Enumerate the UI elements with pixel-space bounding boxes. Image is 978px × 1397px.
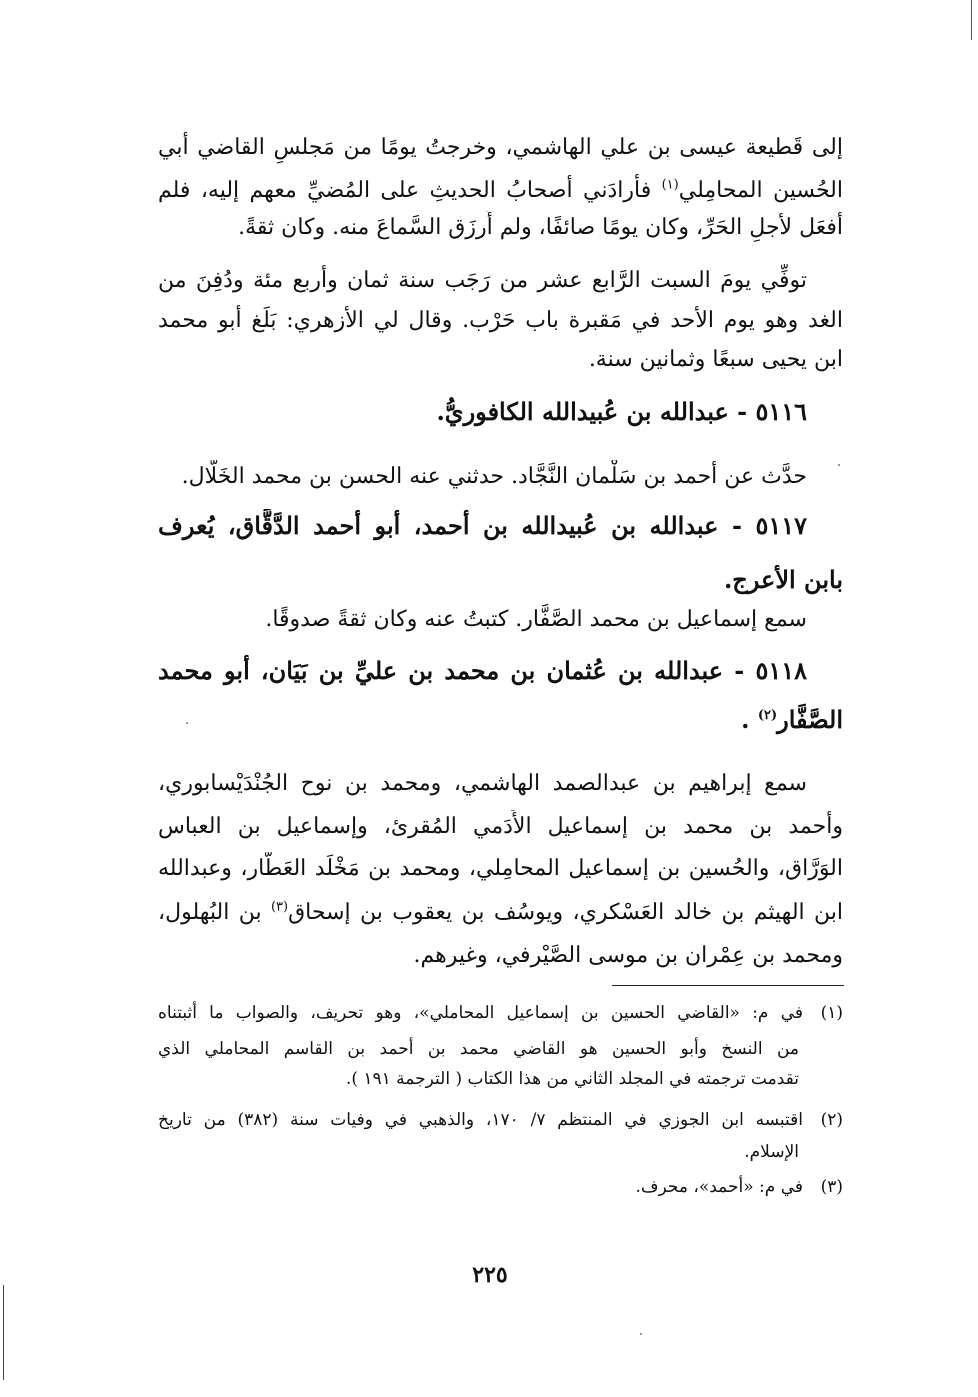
footnote-1-line2: من النسخ وأبو الحسين هو القاضي محمد بن أحمد بن القاسم المحاملي الذي: [158, 1039, 799, 1059]
footnote-2-line1: [158, 1107, 843, 1133]
entry-5118-body-line1: سمع إبراهيم بن عبدالصمد الهاشمي، ومحمد بن نوح الجُنْدَيْسابوري،: [158, 771, 807, 796]
entry-5118-body-line2: وأحمد بن محمد بن إسماعيل الأَدَمي المُقرئ، وإسماعيل بن العباس: [158, 814, 843, 839]
entry-5116-heading: ٥١١٦ - عبدالله بن عُبيدالله الكافوريُّ.: [436, 397, 807, 426]
footnote-2-number: (٢): [820, 1110, 843, 1130]
entry-5118-body-line4-text-b: بن البُهلول،: [158, 900, 271, 925]
entry-5116-body: حدَّث عن أحمد بن سَلْمان النَّجَّاد. حدثني عنه الحسن بن محمد الخَلَّال.: [181, 464, 807, 489]
footnote-3-line1: [158, 1174, 843, 1200]
scan-speck: [640, 1333, 642, 1335]
paragraph1-line2-text-a: الحُسين المحامِلي: [678, 178, 843, 203]
paragraph2-line2: الغد وهو يوم الأحد في مَقبرة باب حَرْب. وقال لي الأزهري: بَلَغ أبو محمد: [158, 308, 843, 333]
footnote-marker-3: (٣): [270, 899, 289, 915]
entry-5118-heading-line2-text: الصَّفَّار: [777, 705, 843, 734]
footnote-2-text: اقتبسه ابن الجوزي في المنتظم ٧/ ١٧٠، والذهبي في وفيات سنة (٣٨٢) من تاريخ: [158, 1110, 804, 1130]
entry-5118-heading-line1: ٥١١٨ - عبدالله بن عُثمان بن محمد بن عليِّ بن بَيَان، أبو محمد: [158, 656, 807, 685]
footnote-3-text: في م: «أحمد»، محرف.: [635, 1177, 803, 1197]
footnote-1-text: في م: «القاضي الحسين بن إسماعيل المحاملي»، وهو تحريف، والصواب ما أثبتناه: [158, 1003, 803, 1023]
footnote-separator: [612, 985, 844, 986]
paragraph2-line3: ابن يحيى سبعًا وثمانين سنة.: [588, 347, 843, 372]
entry-5118-body-line5: ومحمد بن عِمْران بن موسى الصَّيْرفي، وغيرهم.: [413, 943, 843, 968]
footnote-1-line3: تقدمت ترجمته في المجلد الثاني من هذا الكتاب ( الترجمة ١٩١ ).: [345, 1069, 799, 1089]
entry-5118-body-line4: [158, 896, 843, 930]
entry-5118-heading-line2: [158, 703, 843, 737]
entry-5117-heading-line2: بابن الأعرج.: [723, 565, 843, 594]
footnote-1-line1: [158, 1000, 843, 1026]
paragraph1-line2: [158, 174, 843, 208]
paragraph2-line1: توفِّي يومَ السبت الرَّابع عشر من رَجَب سنة ثمان وأربع مئة ودُفِنَ من: [158, 268, 807, 293]
entry-5117-heading-line1: ٥١١٧ - عبدالله بن عُبيدالله بن أحمد، أبو أحمد الدَّقَّاق، يُعرف: [158, 511, 807, 540]
entry-5117-body: سمع إسماعيل بن محمد الصَّفَّار. كتبتُ عنه وكان ثقةً صدوقًا.: [265, 607, 807, 632]
scan-edge-mark-top: [971, 0, 972, 40]
entry-5118-body-line4-text-a: ابن الهيثم بن خالد العَسْكري، ويوسُف بن يعقوب بن إسحاق: [288, 900, 843, 925]
footnote-2-line2: الإسلام.: [744, 1142, 799, 1162]
paragraph1-line3: أفعَل لأجلِ الحَرِّ، وكان يومًا صائفًا، ولم أُرزَق السَّماعَ منه. وكان ثقةً.: [238, 215, 843, 240]
footnote-marker-2: (٢): [757, 708, 778, 723]
scan-edge-mark-bottom: [3, 1285, 4, 1380]
footnote-3-number: (٣): [820, 1177, 843, 1197]
footnote-marker-1: (١): [661, 177, 679, 193]
footnote-1-number: (١): [820, 1003, 843, 1023]
paragraph1-line2-text-b: فأرادَني أصحابُ الحديثِ على المُضيِّ معهم إليه، فلم: [158, 178, 662, 203]
entry-5118-body-line3: الوَرَّاق، والحُسين بن إسماعيل المحامِلي، ومحمد بن مَخْلَد العَطَّار، وعبدالله: [158, 856, 843, 881]
entry-5118-heading-line2-punct: .: [741, 705, 758, 734]
paragraph1-line1: إلى قَطيعة عيسى بن علي الهاشمي، وخرجتُ يومًا من مَجلسِ القاضي أبي: [158, 135, 843, 160]
page-number: ٢٢٥: [472, 1262, 508, 1288]
